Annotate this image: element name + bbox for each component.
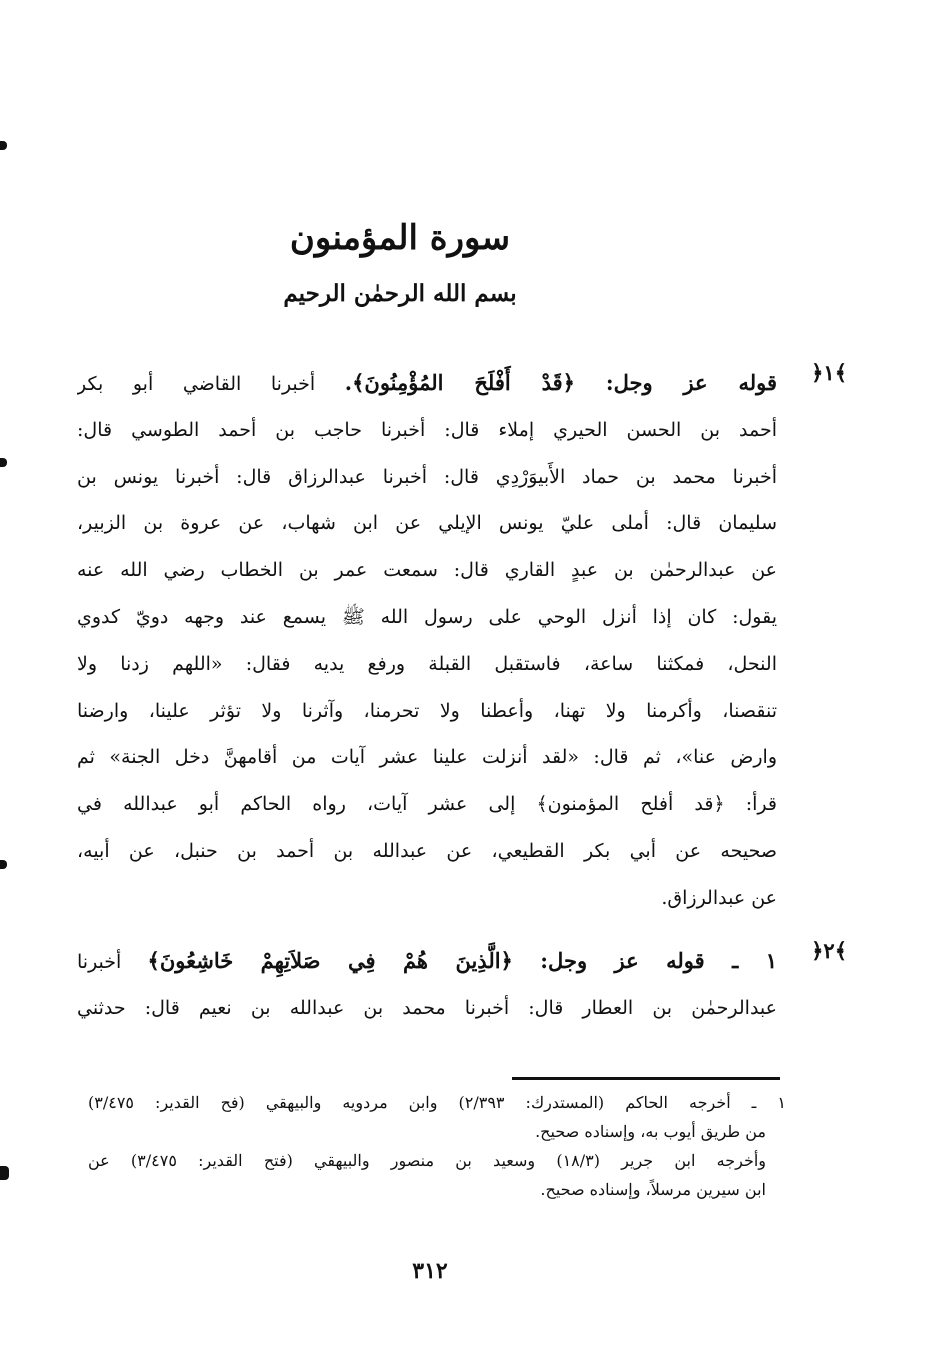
basmala: بسم الله الرحمٰن الرحيم bbox=[283, 280, 517, 307]
text-line: تنقصنا، وأكرمنا ولا تهنا، وأعطنا ولا تحرمنا، وآثرنا ولا تؤثر علينا، وارضنا bbox=[77, 699, 777, 722]
footnotes bbox=[88, 1088, 786, 1204]
margin-binding-mark bbox=[0, 141, 7, 150]
text-line: يقول: كان إذا أنزل الوحي على رسول الله ﷺ يسمع عند وجهه دويّ كدوي bbox=[77, 605, 777, 628]
text-line: أحمد بن الحسن الحيري إملاء قال: أخبرنا حاجب بن أحمد الطوسي قال: bbox=[77, 418, 777, 441]
margin-binding-mark bbox=[0, 860, 7, 869]
text-line: أخبرنا محمد بن حماد الأَبيوَرْدِي قال: أخبرنا عبدالرزاق قال: أخبرنا يونس بن bbox=[77, 465, 777, 488]
text-line: قرأ: ﴿قد أفلح المؤمنون﴾ إلى عشر آيات، رواه الحاكم أبو عبدالله في bbox=[77, 793, 777, 816]
footnote-line: ابن سيرين مرسلاً، وإسناده صحيح. bbox=[540, 1180, 766, 1199]
entry-number: ﴿١﴾ bbox=[811, 360, 847, 385]
verse-lead: قوله عز وجل: ﴿قَدْ أَفْلَحَ المُؤْمِنُونَ﴾. bbox=[344, 370, 777, 395]
text-line: عن عبدالرحمٰن بن عبدٍ القاري قال: سمعت عمر بن الخطاب رضي الله عنه bbox=[77, 559, 777, 582]
text-line: ١ ـ قوله عز وجل: ﴿الَّذِينَ هُمْ فِي صَلاَتِهِمْ خَاشِعُونَ﴾ أخبرنا bbox=[77, 948, 777, 973]
text-line: وارض عنا»، ثم قال: «لقد أنزلت علينا عشر آيات من أقامهنَّ دخل الجنة» ثم bbox=[77, 746, 777, 769]
text-line: صحيحه عن أبي بكر القطيعي، عن عبدالله بن أحمد بن حنبل، عن أبيه، bbox=[77, 839, 777, 862]
margin-binding-mark bbox=[0, 458, 7, 467]
footnote-separator bbox=[512, 1077, 780, 1080]
entry-text bbox=[77, 938, 777, 1032]
entry-2 bbox=[77, 938, 847, 1032]
text-line: قوله عز وجل: ﴿قَدْ أَفْلَحَ المُؤْمِنُونَ﴾. أخبرنا القاضي أبو بكر bbox=[77, 370, 777, 395]
footnote-line: من طريق أيوب به، وإسناده صحيح. bbox=[535, 1122, 766, 1141]
footnote-line: ١ ـ أخرجه الحاكم (المستدرك: ٢/٣٩٣) وابن مردويه والبيهقي (فح القدير: ٣/٤٧٥) bbox=[88, 1093, 786, 1112]
text-line: عن عبدالرزاق. bbox=[661, 886, 777, 909]
surah-title: سورة المؤمنون bbox=[289, 218, 511, 258]
text-line: عبدالرحمٰن بن العطار قال: أخبرنا محمد بن عبدالله بن نعيم قال: حدثني bbox=[77, 996, 777, 1019]
page-number: ٣١٢ bbox=[412, 1258, 448, 1284]
footnote-line: وأخرجه ابن جرير (١٨/٣) وسعيد بن منصور والبيهقي (فتح القدير: ٣/٤٧٥) عن bbox=[88, 1151, 766, 1170]
text-line: سليمان قال: أملى عليّ يونس الإيلي عن ابن شهاب، عن عروة بن الزبير، bbox=[77, 512, 777, 535]
entry-number: ﴿٢﴾ bbox=[811, 938, 847, 963]
verse-lead: ١ ـ قوله عز وجل: ﴿الَّذِينَ هُمْ فِي صَلاَتِهِمْ خَاشِعُونَ﴾ bbox=[147, 948, 777, 973]
text-line: النحل، فمكثنا ساعة، فاستقبل القبلة ورفع يديه فقال: «اللهم زدنا ولا bbox=[77, 652, 777, 675]
entry-1 bbox=[77, 360, 847, 922]
entry-text bbox=[77, 360, 777, 922]
margin-binding-mark bbox=[0, 1166, 9, 1180]
